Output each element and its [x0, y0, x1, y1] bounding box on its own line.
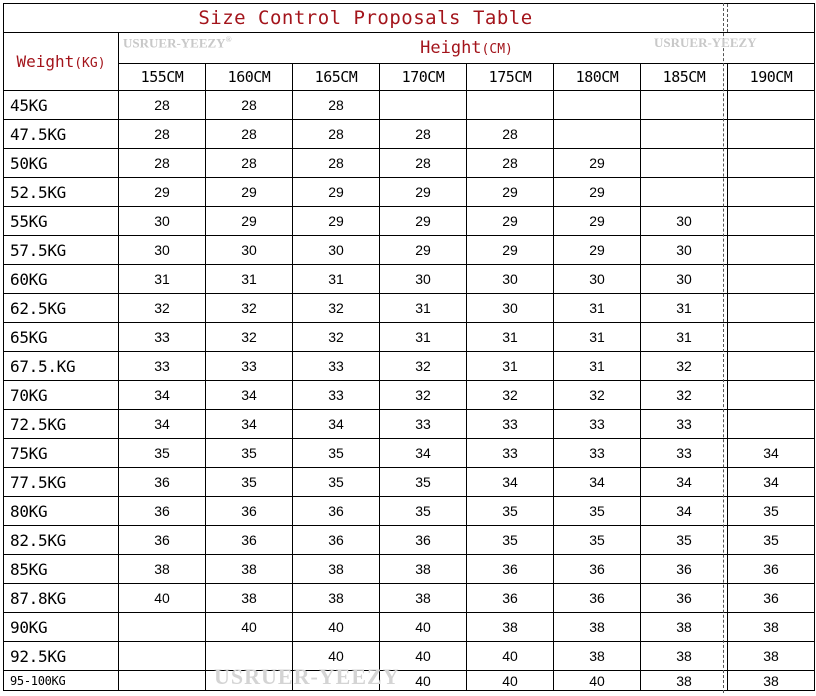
size-cell: 28 — [293, 91, 380, 120]
size-cell: 29 — [380, 207, 467, 236]
weight-cell: 85KG — [4, 555, 119, 584]
size-cell: 36 — [119, 468, 206, 497]
size-cell: 32 — [467, 381, 554, 410]
size-cell: 35 — [380, 468, 467, 497]
size-cell: 38 — [554, 642, 641, 671]
size-cell: 28 — [293, 149, 380, 178]
size-cell — [728, 149, 815, 178]
size-cell: 34 — [293, 410, 380, 439]
size-cell: 34 — [641, 497, 728, 526]
size-cell — [293, 671, 380, 691]
size-cell: 29 — [380, 178, 467, 207]
size-cell: 29 — [206, 178, 293, 207]
size-cell — [728, 294, 815, 323]
size-cell: 28 — [380, 120, 467, 149]
size-cell: 36 — [206, 526, 293, 555]
height-column-155cm: 155CM — [119, 64, 206, 91]
size-cell — [641, 149, 728, 178]
size-cell: 30 — [467, 265, 554, 294]
size-cell: 38 — [641, 671, 728, 691]
size-cell: 38 — [293, 555, 380, 584]
weight-cell: 75KG — [4, 439, 119, 468]
weight-cell: 62.5KG — [4, 294, 119, 323]
weight-cell: 47.5KG — [4, 120, 119, 149]
size-cell: 30 — [119, 207, 206, 236]
height-columns-row — [4, 64, 815, 91]
size-cell: 28 — [467, 149, 554, 178]
size-cell: 33 — [467, 410, 554, 439]
watermark-top-right: USRUER-YEEZY — [654, 35, 757, 50]
size-cell: 34 — [728, 468, 815, 497]
size-cell: 36 — [467, 584, 554, 613]
size-cell: 29 — [554, 178, 641, 207]
size-cell: 32 — [293, 323, 380, 352]
size-cell: 31 — [380, 323, 467, 352]
size-cell: 36 — [728, 555, 815, 584]
size-cell: 29 — [119, 178, 206, 207]
height-column-160cm: 160CM — [206, 64, 293, 91]
size-cell — [728, 236, 815, 265]
size-cell: 31 — [554, 352, 641, 381]
size-cell: 40 — [467, 671, 554, 691]
size-cell: 31 — [467, 323, 554, 352]
size-cell: 31 — [467, 352, 554, 381]
size-cell: 29 — [467, 207, 554, 236]
table-row — [4, 120, 815, 149]
size-cell: 28 — [206, 149, 293, 178]
table-row — [4, 236, 815, 265]
size-cell: 40 — [380, 642, 467, 671]
size-cell: 33 — [119, 352, 206, 381]
table-row — [4, 584, 815, 613]
weight-cell: 65KG — [4, 323, 119, 352]
size-cell: 38 — [206, 584, 293, 613]
size-cell: 31 — [380, 294, 467, 323]
size-cell: 33 — [554, 439, 641, 468]
watermark-top-left: USRUER-YEEZY® — [123, 35, 232, 51]
size-cell: 33 — [293, 381, 380, 410]
size-cell: 33 — [554, 410, 641, 439]
table-row — [4, 294, 815, 323]
size-cell: 35 — [119, 439, 206, 468]
table-row — [4, 178, 815, 207]
table-row — [4, 497, 815, 526]
size-cell: 38 — [467, 613, 554, 642]
size-cell: 36 — [380, 526, 467, 555]
table-row — [4, 439, 815, 468]
size-cell — [728, 410, 815, 439]
size-cell: 28 — [119, 91, 206, 120]
height-group-header — [119, 33, 815, 64]
weight-column-header — [4, 33, 119, 91]
size-cell: 34 — [380, 439, 467, 468]
size-cell: 34 — [206, 381, 293, 410]
size-cell: 35 — [293, 468, 380, 497]
size-cell: 36 — [293, 497, 380, 526]
size-cell: 34 — [554, 468, 641, 497]
table-row — [4, 642, 815, 671]
size-cell: 32 — [293, 294, 380, 323]
size-cell: 29 — [206, 207, 293, 236]
size-cell — [554, 91, 641, 120]
weight-cell: 80KG — [4, 497, 119, 526]
size-cell: 28 — [467, 120, 554, 149]
size-cell: 35 — [467, 497, 554, 526]
size-cell: 34 — [467, 468, 554, 497]
size-cell: 33 — [293, 352, 380, 381]
size-cell: 32 — [206, 294, 293, 323]
size-cell: 38 — [728, 613, 815, 642]
size-cell: 29 — [293, 178, 380, 207]
size-cell: 31 — [554, 294, 641, 323]
size-cell: 34 — [119, 410, 206, 439]
height-column-175cm: 175CM — [467, 64, 554, 91]
weight-cell: 45KG — [4, 91, 119, 120]
weight-cell: 90KG — [4, 613, 119, 642]
size-cell: 30 — [641, 265, 728, 294]
size-cell — [728, 178, 815, 207]
height-column-185cm: 185CM — [641, 64, 728, 91]
size-cell: 36 — [641, 584, 728, 613]
size-cell: 32 — [554, 381, 641, 410]
size-cell: 35 — [206, 439, 293, 468]
size-cell: 40 — [206, 613, 293, 642]
size-cell: 28 — [119, 149, 206, 178]
size-cell — [728, 265, 815, 294]
size-cell — [467, 91, 554, 120]
table-row — [4, 352, 815, 381]
size-cell: 40 — [119, 584, 206, 613]
table-title: Size Control Proposals Table — [4, 4, 728, 33]
size-cell — [206, 642, 293, 671]
size-cell: 32 — [119, 294, 206, 323]
table-row — [4, 381, 815, 410]
size-cell: 40 — [554, 671, 641, 691]
size-cell: 35 — [641, 526, 728, 555]
weight-cell: 52.5KG — [4, 178, 119, 207]
size-cell: 31 — [206, 265, 293, 294]
size-cell — [728, 120, 815, 149]
weight-cell: 92.5KG — [4, 642, 119, 671]
height-column-165cm: 165CM — [293, 64, 380, 91]
weight-cell: 60KG — [4, 265, 119, 294]
table-row — [4, 265, 815, 294]
size-cell: 35 — [380, 497, 467, 526]
weight-cell: 77.5KG — [4, 468, 119, 497]
size-cell: 36 — [467, 555, 554, 584]
weight-cell: 95-100KG — [4, 671, 119, 691]
height-column-170cm: 170CM — [380, 64, 467, 91]
size-cell: 28 — [119, 120, 206, 149]
table-row — [4, 323, 815, 352]
size-cell: 40 — [380, 613, 467, 642]
size-cell: 33 — [641, 410, 728, 439]
crop-guide-line — [723, 3, 724, 693]
size-cell: 36 — [293, 526, 380, 555]
size-cell: 36 — [119, 497, 206, 526]
size-cell: 30 — [206, 236, 293, 265]
size-cell: 31 — [641, 294, 728, 323]
size-cell — [728, 352, 815, 381]
size-cell: 33 — [119, 323, 206, 352]
size-cell: 30 — [293, 236, 380, 265]
size-cell — [380, 91, 467, 120]
size-cell: 35 — [554, 526, 641, 555]
size-cell: 33 — [467, 439, 554, 468]
size-cell — [119, 642, 206, 671]
size-cell: 36 — [119, 526, 206, 555]
size-cell: 29 — [554, 236, 641, 265]
size-cell: 30 — [380, 265, 467, 294]
table-row — [4, 149, 815, 178]
size-cell — [728, 91, 815, 120]
size-cell: 31 — [641, 323, 728, 352]
size-cell — [119, 613, 206, 642]
height-column-180cm: 180CM — [554, 64, 641, 91]
size-cell — [728, 207, 815, 236]
size-cell: 29 — [554, 149, 641, 178]
weight-cell: 55KG — [4, 207, 119, 236]
table-row — [4, 526, 815, 555]
size-cell: 36 — [554, 555, 641, 584]
size-cell — [554, 120, 641, 149]
size-cell: 38 — [293, 584, 380, 613]
size-cell: 32 — [380, 381, 467, 410]
size-cell: 35 — [467, 526, 554, 555]
size-cell: 36 — [554, 584, 641, 613]
weight-cell: 57.5KG — [4, 236, 119, 265]
size-cell: 38 — [554, 613, 641, 642]
size-cell: 28 — [380, 149, 467, 178]
weight-cell: 50KG — [4, 149, 119, 178]
table-row — [4, 91, 815, 120]
table-row — [4, 207, 815, 236]
weight-cell: 72.5KG — [4, 410, 119, 439]
size-cell — [119, 671, 206, 691]
size-cell — [206, 671, 293, 691]
weight-header-unit: (KG) — [74, 56, 106, 71]
size-cell — [641, 178, 728, 207]
size-cell: 35 — [554, 497, 641, 526]
size-cell: 35 — [293, 439, 380, 468]
title-spare-cell — [728, 4, 815, 33]
height-header-unit: (CM) — [481, 42, 513, 57]
size-cell: 30 — [554, 265, 641, 294]
size-cell: 38 — [641, 613, 728, 642]
size-cell: 36 — [641, 555, 728, 584]
size-cell: 31 — [119, 265, 206, 294]
table-row — [4, 555, 815, 584]
table-row — [4, 410, 815, 439]
size-cell: 31 — [293, 265, 380, 294]
size-cell: 28 — [206, 120, 293, 149]
size-cell: 35 — [728, 526, 815, 555]
size-cell: 35 — [728, 497, 815, 526]
size-table — [3, 3, 815, 691]
size-cell: 35 — [206, 468, 293, 497]
weight-cell: 82.5KG — [4, 526, 119, 555]
size-cell: 40 — [293, 613, 380, 642]
size-cell: 33 — [641, 439, 728, 468]
size-cell: 38 — [728, 671, 815, 691]
size-cell: 40 — [380, 671, 467, 691]
weight-cell: 67.5.KG — [4, 352, 119, 381]
size-cell: 30 — [641, 236, 728, 265]
size-cell: 40 — [293, 642, 380, 671]
size-cell: 32 — [641, 352, 728, 381]
size-cell: 32 — [206, 323, 293, 352]
size-cell: 28 — [293, 120, 380, 149]
size-cell: 38 — [119, 555, 206, 584]
height-column-190cm: 190CM — [728, 64, 815, 91]
size-cell: 38 — [728, 642, 815, 671]
weight-cell: 87.8KG — [4, 584, 119, 613]
height-header-label: Height — [420, 38, 482, 58]
table-row — [4, 613, 815, 642]
size-cell: 38 — [380, 584, 467, 613]
size-cell: 34 — [641, 468, 728, 497]
size-cell: 34 — [119, 381, 206, 410]
table-row — [4, 468, 815, 497]
size-cell: 29 — [467, 178, 554, 207]
size-cell — [728, 323, 815, 352]
size-cell: 29 — [554, 207, 641, 236]
size-cell: 38 — [206, 555, 293, 584]
size-cell: 30 — [467, 294, 554, 323]
size-cell: 29 — [293, 207, 380, 236]
weight-header-label: Weight — [16, 52, 75, 71]
table-row — [4, 671, 815, 691]
size-cell: 34 — [206, 410, 293, 439]
size-cell: 30 — [119, 236, 206, 265]
size-cell: 33 — [206, 352, 293, 381]
size-cell: 36 — [728, 584, 815, 613]
size-cell: 36 — [206, 497, 293, 526]
size-cell: 33 — [380, 410, 467, 439]
size-cell: 29 — [380, 236, 467, 265]
watermark-bottom: USRUER-YEEZY — [214, 664, 400, 689]
size-cell: 38 — [641, 642, 728, 671]
size-cell: 32 — [380, 352, 467, 381]
size-cell: 38 — [380, 555, 467, 584]
size-cell — [641, 120, 728, 149]
size-cell: 29 — [467, 236, 554, 265]
size-cell — [641, 91, 728, 120]
size-cell — [728, 381, 815, 410]
size-cell: 30 — [641, 207, 728, 236]
size-cell: 32 — [641, 381, 728, 410]
size-cell: 28 — [206, 91, 293, 120]
size-cell: 34 — [728, 439, 815, 468]
size-cell: 40 — [467, 642, 554, 671]
size-cell: 31 — [554, 323, 641, 352]
weight-cell: 70KG — [4, 381, 119, 410]
